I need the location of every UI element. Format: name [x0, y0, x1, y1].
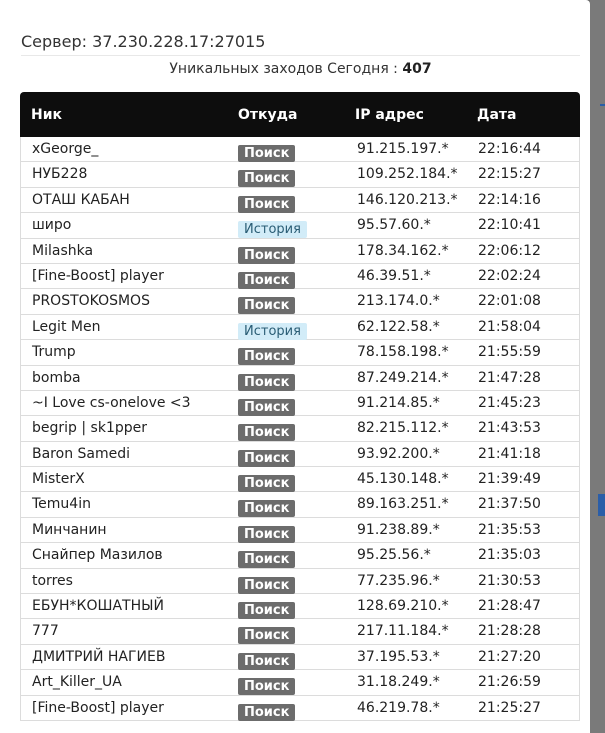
ip-address: 45.130.148.* — [357, 471, 449, 488]
player-nick: НУБ228 — [32, 166, 88, 183]
player-nick: ДМИТРИЙ НАГИЕВ — [32, 648, 166, 665]
visit-time: 21:35:53 — [478, 521, 541, 538]
ip-address: 95.57.60.* — [357, 217, 431, 234]
visit-time: 22:16:44 — [478, 141, 541, 157]
player-nick: torres — [32, 572, 73, 589]
ip-address: 95.25.56.* — [357, 547, 431, 564]
visit-time: 21:28:47 — [478, 598, 541, 615]
ip-address: 62.122.58.* — [357, 318, 440, 335]
player-nick: xGeorge_ — [32, 141, 99, 157]
ip-address: 31.18.249.* — [357, 674, 440, 691]
player-nick: ЕБУН*КОШАТНЫЙ — [32, 598, 164, 615]
source-badge: Поиск — [238, 348, 295, 365]
table-row[interactable] — [20, 670, 580, 695]
player-nick: Baron Samedi — [32, 445, 131, 462]
ip-address: 93.92.200.* — [357, 445, 440, 462]
ip-address: 87.249.214.* — [357, 369, 449, 386]
visit-time: 22:06:12 — [478, 242, 541, 259]
source-badge: Поиск — [238, 196, 295, 213]
visit-time: 21:28:28 — [478, 623, 541, 640]
table-row[interactable] — [20, 213, 580, 238]
table-header — [20, 92, 580, 137]
player-nick: [Fine-Boost] player — [32, 267, 164, 284]
ip-address: 91.214.85.* — [357, 394, 440, 411]
source-badge: Поиск — [238, 450, 295, 467]
unique-visits-label: Уникальных заходов Сегодня : — [169, 61, 398, 77]
ip-address: 46.39.51.* — [357, 267, 431, 284]
visits-table — [20, 92, 580, 721]
table-row[interactable] — [20, 162, 580, 187]
ip-address: 37.195.53.* — [357, 648, 440, 665]
header-divider — [21, 55, 580, 56]
visit-time: 21:45:23 — [478, 394, 541, 411]
table-row[interactable] — [20, 645, 580, 670]
source-badge: Поиск — [238, 678, 295, 695]
source-badge: Поиск — [238, 577, 295, 594]
visit-time: 21:30:53 — [478, 572, 541, 589]
source-badge: Поиск — [238, 704, 295, 721]
ip-address: 146.120.213.* — [357, 191, 458, 208]
source-badge: История — [238, 221, 307, 238]
column-header-nick: Ник — [31, 107, 63, 123]
ip-address: 89.163.251.* — [357, 496, 449, 513]
ip-address: 46.219.78.* — [357, 699, 440, 716]
table-row[interactable] — [20, 467, 580, 492]
unique-visits — [21, 61, 580, 77]
source-badge: Поиск — [238, 399, 295, 416]
player-nick: PROSTOKOSMOS — [32, 293, 150, 310]
player-nick: широ — [32, 217, 72, 234]
page-backdrop — [590, 0, 605, 733]
visit-time: 22:14:16 — [478, 191, 541, 208]
ip-address: 178.34.162.* — [357, 242, 449, 259]
server-address: Сервер: 37.230.228.17:27015 — [21, 32, 266, 51]
source-badge: Поиск — [238, 170, 295, 187]
ip-address: 109.252.184.* — [357, 166, 458, 183]
player-nick: begrip | sk1pper — [32, 420, 147, 437]
source-badge: Поиск — [238, 627, 295, 644]
source-badge: Поиск — [238, 475, 295, 492]
player-nick: Legit Men — [32, 318, 101, 335]
source-badge: Поиск — [238, 424, 295, 441]
column-header-source: Откуда — [238, 107, 298, 123]
source-badge: Поиск — [238, 145, 295, 162]
source-badge: Поиск — [238, 247, 295, 264]
source-badge: Поиск — [238, 374, 295, 391]
table-row[interactable] — [20, 315, 580, 340]
ip-address: 82.215.112.* — [357, 420, 449, 437]
source-badge: Поиск — [238, 297, 295, 314]
source-badge: Поиск — [238, 526, 295, 543]
source-badge: Поиск — [238, 653, 295, 670]
table-row[interactable] — [20, 619, 580, 644]
player-nick: ~I Love cs-onelove <3 — [32, 394, 191, 411]
source-badge: Поиск — [238, 602, 295, 619]
table-row[interactable] — [20, 518, 580, 543]
table-row[interactable] — [20, 696, 580, 721]
visit-time: 21:27:20 — [478, 648, 541, 665]
column-header-ip: IP адрес — [355, 107, 424, 123]
table-row[interactable] — [20, 340, 580, 365]
player-nick: Temu4in — [32, 496, 91, 513]
visit-time: 21:47:28 — [478, 369, 541, 386]
player-nick: Снайпер Мазилов — [32, 547, 163, 564]
table-row[interactable] — [20, 188, 580, 213]
player-nick: Trump — [32, 344, 76, 361]
visit-time: 21:25:27 — [478, 699, 541, 716]
ip-address: 91.238.89.* — [357, 521, 440, 538]
visit-time: 22:10:41 — [478, 217, 541, 234]
table-row[interactable] — [20, 239, 580, 264]
table-row[interactable] — [20, 416, 580, 441]
visit-time: 21:55:59 — [478, 344, 541, 361]
column-header-date: Дата — [477, 107, 517, 123]
source-badge: Поиск — [238, 500, 295, 517]
source-badge: Поиск — [238, 272, 295, 289]
table-row[interactable] — [20, 492, 580, 517]
backdrop-accent — [600, 104, 605, 106]
table-row[interactable] — [20, 366, 580, 391]
visit-time: 22:02:24 — [478, 267, 541, 284]
table-row[interactable] — [20, 289, 580, 314]
unique-visits-count: 407 — [402, 61, 432, 77]
player-nick: ОТАШ КАБАН — [32, 191, 130, 208]
source-badge: Поиск — [238, 551, 295, 568]
table-row[interactable] — [20, 569, 580, 594]
ip-address: 78.158.198.* — [357, 344, 449, 361]
visit-time: 21:43:53 — [478, 420, 541, 437]
visit-time: 21:58:04 — [478, 318, 541, 335]
table-row[interactable] — [20, 137, 580, 162]
source-badge: История — [238, 323, 307, 340]
player-nick: 777 — [32, 623, 59, 640]
visit-time: 21:39:49 — [478, 471, 541, 488]
ip-address: 128.69.210.* — [357, 598, 449, 615]
visit-time: 22:15:27 — [478, 166, 541, 183]
visit-time: 21:26:59 — [478, 674, 541, 691]
player-nick: bomba — [32, 369, 81, 386]
table-body — [20, 137, 580, 721]
player-nick: Минчанин — [32, 521, 107, 538]
ip-address: 217.11.184.* — [357, 623, 449, 640]
ip-address: 77.235.96.* — [357, 572, 440, 589]
visit-time: 21:37:50 — [478, 496, 541, 513]
ip-address: 213.174.0.* — [357, 293, 440, 310]
player-nick: Milashka — [32, 242, 94, 259]
player-nick: Art_Killer_UA — [32, 674, 122, 691]
table-row[interactable] — [20, 594, 580, 619]
visit-time: 21:35:03 — [478, 547, 541, 564]
player-nick: [Fine-Boost] player — [32, 699, 164, 716]
table-row[interactable] — [20, 391, 580, 416]
visit-time: 21:41:18 — [478, 445, 541, 462]
table-row[interactable] — [20, 442, 580, 467]
ip-address: 91.215.197.* — [357, 141, 449, 157]
backdrop-accent — [598, 494, 605, 516]
table-row[interactable] — [20, 543, 580, 568]
table-row[interactable] — [20, 264, 580, 289]
visit-time: 22:01:08 — [478, 293, 541, 310]
player-nick: MisterX — [32, 471, 85, 488]
